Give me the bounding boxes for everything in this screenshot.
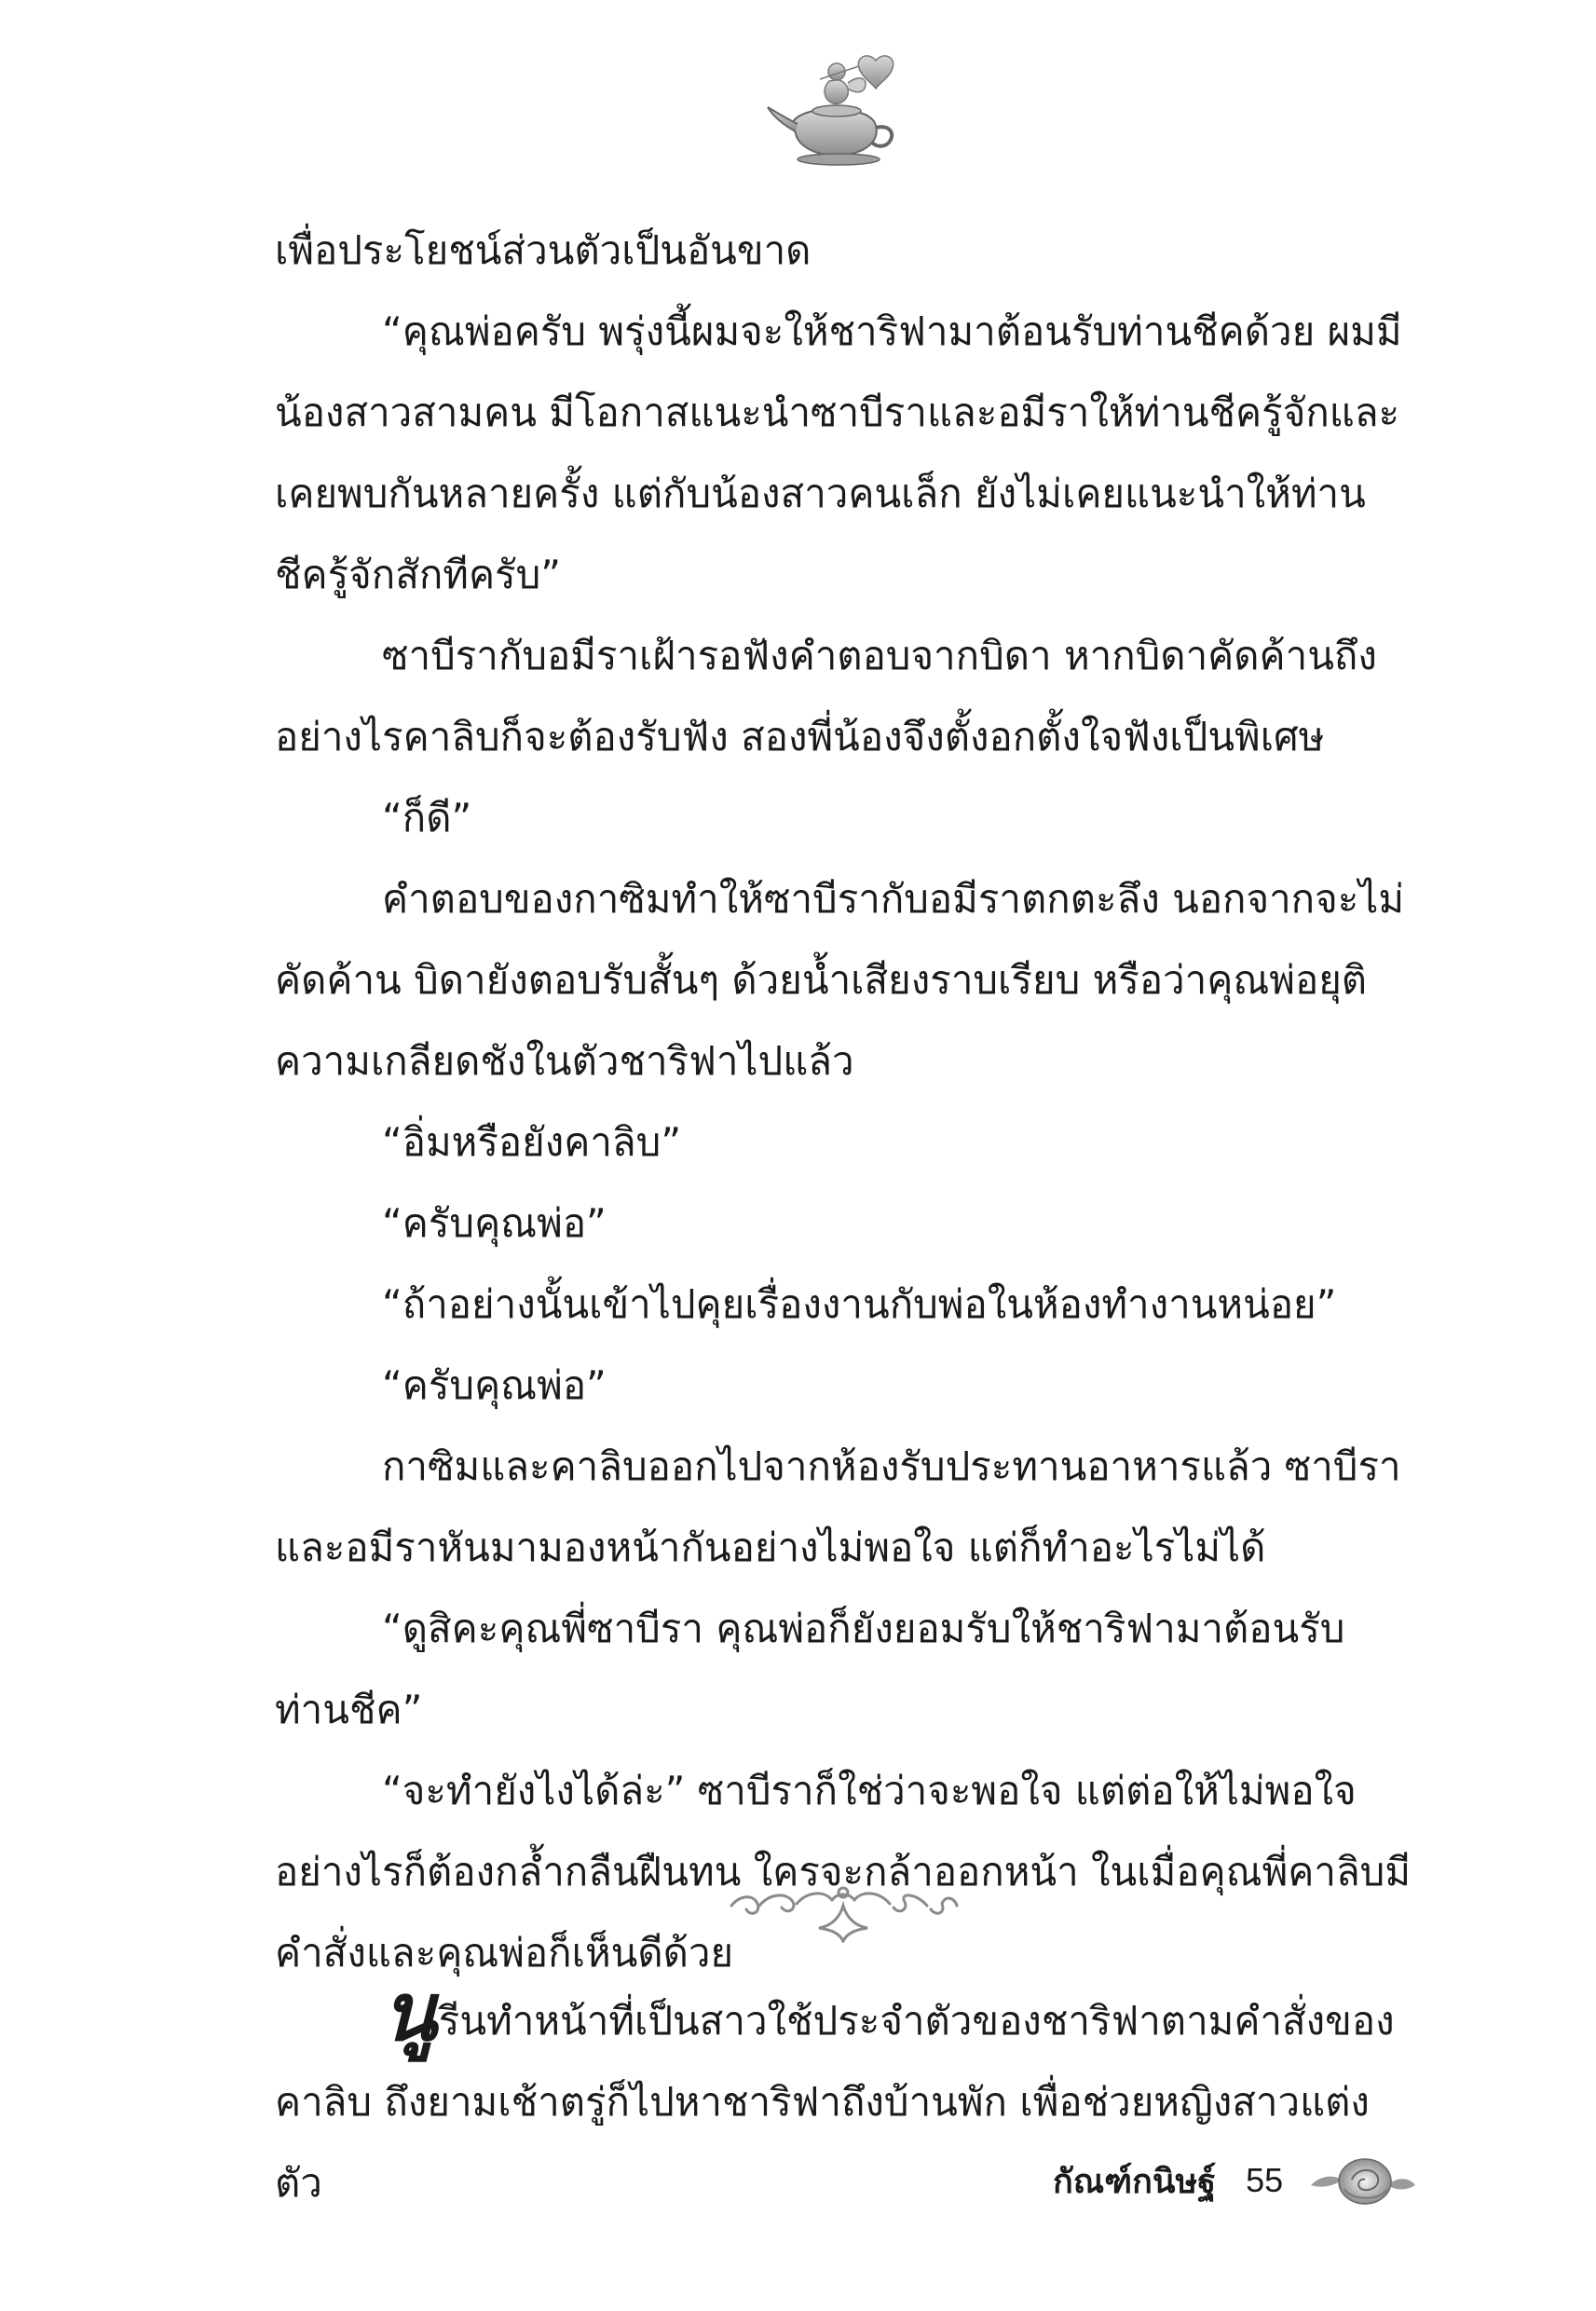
paragraph: “อิ่มหรือยังคาลิบ” bbox=[382, 1119, 682, 1165]
page-number: 55 bbox=[1246, 2161, 1284, 2199]
drop-cap: นู bbox=[382, 1965, 437, 2059]
paragraph: “ครับคุณพ่อ” bbox=[382, 1362, 607, 1408]
paragraph: “คุณพ่อครับ พรุ่งนี้ผมจะให้ชาริฟามาต้อนรับท่านชีคด้วย ผมมีน้องสาวสามคน มีโอกาสแนะนำซาบีราและอมีราให้ท่านชีครู้จักและเคยพบกันหลายครั้ง แต่กับน้องสาวคนเล็ก ยังไม่เคยแนะนำให้ท่านชีครู้จักสักทีครับ” bbox=[275, 308, 1402, 597]
paragraph: คำตอบของกาซิมทำให้ซาบีรากับอมีราตกตะลึง นอกจากจะไม่คัดค้าน บิดายังตอบรับสั้นๆ ด้วยน้ำเสียงราบเรียบ หรือว่าคุณพ่อยุติความเกลียดชังในตัวชาริฟาไปแล้ว bbox=[275, 876, 1405, 1084]
section-two-paragraph: รีนทำหน้าที่เป็นสาวใช้ประจำตัวของชาริฟาตามคำสั่งของคาลิบ ถึงยามเช้าตรู่ก็ไปหาชาริฟาถึงบ้านพัก เพื่อช่วยหญิงสาวแต่งตัว bbox=[275, 1998, 1395, 2206]
rose-icon bbox=[1307, 2148, 1419, 2213]
paragraph: “ดูสิคะคุณพี่ซาบีรา คุณพ่อก็ยังยอมรับให้ชาริฟามาต้อนรับท่านชีค” bbox=[275, 1606, 1345, 1732]
paragraph: เพื่อประโยชน์ส่วนตัวเป็นอันขาด bbox=[275, 227, 812, 273]
paragraph: ซาบีรากับอมีราเฝ้ารอฟังคำตอบจากบิดา หากบิดาคัดค้านถึงอย่างไรคาลิบก็จะต้องรับฟัง สองพี่น้องจึงตั้งอกตั้งใจฟังเป็นพิเศษ bbox=[275, 633, 1377, 759]
paragraph: “ครับคุณพ่อ” bbox=[382, 1200, 607, 1246]
paragraph: “จะทำยังไงได้ล่ะ” ซาบีราก็ใช่ว่าจะพอใจ แต่ต่อให้ไม่พอใจอย่างไรก็ต้องกล้ำกลืนฝืนทน ใครจะกล้าออกหน้า ในเมื่อคุณพี่คาลิบมีคำสั่งและคุณพ่อก็เห็นดีด้วย bbox=[275, 1768, 1412, 1976]
paragraph: กาซิมและคาลิบออกไปจากห้องรับประทานอาหารแล้ว ซาบีราและอมีราหันมามองหน้ากันอย่างไม่พอใจ แต่ก็ทำอะไรไม่ได้ bbox=[275, 1443, 1401, 1570]
body-text bbox=[275, 210, 1416, 1993]
book-title: กัณฑ์กนิษฐ์ bbox=[1053, 2162, 1217, 2201]
page-footer bbox=[1053, 2143, 1481, 2218]
flourish-divider-icon bbox=[722, 1868, 964, 1943]
cupid-teapot-icon bbox=[764, 51, 913, 172]
paragraph: “ถ้าอย่างนั้นเข้าไปคุยเรื่องงานกับพ่อในห้องทำงานหน่อย” bbox=[382, 1281, 1337, 1327]
paragraph: “ก็ดี” bbox=[382, 795, 472, 841]
